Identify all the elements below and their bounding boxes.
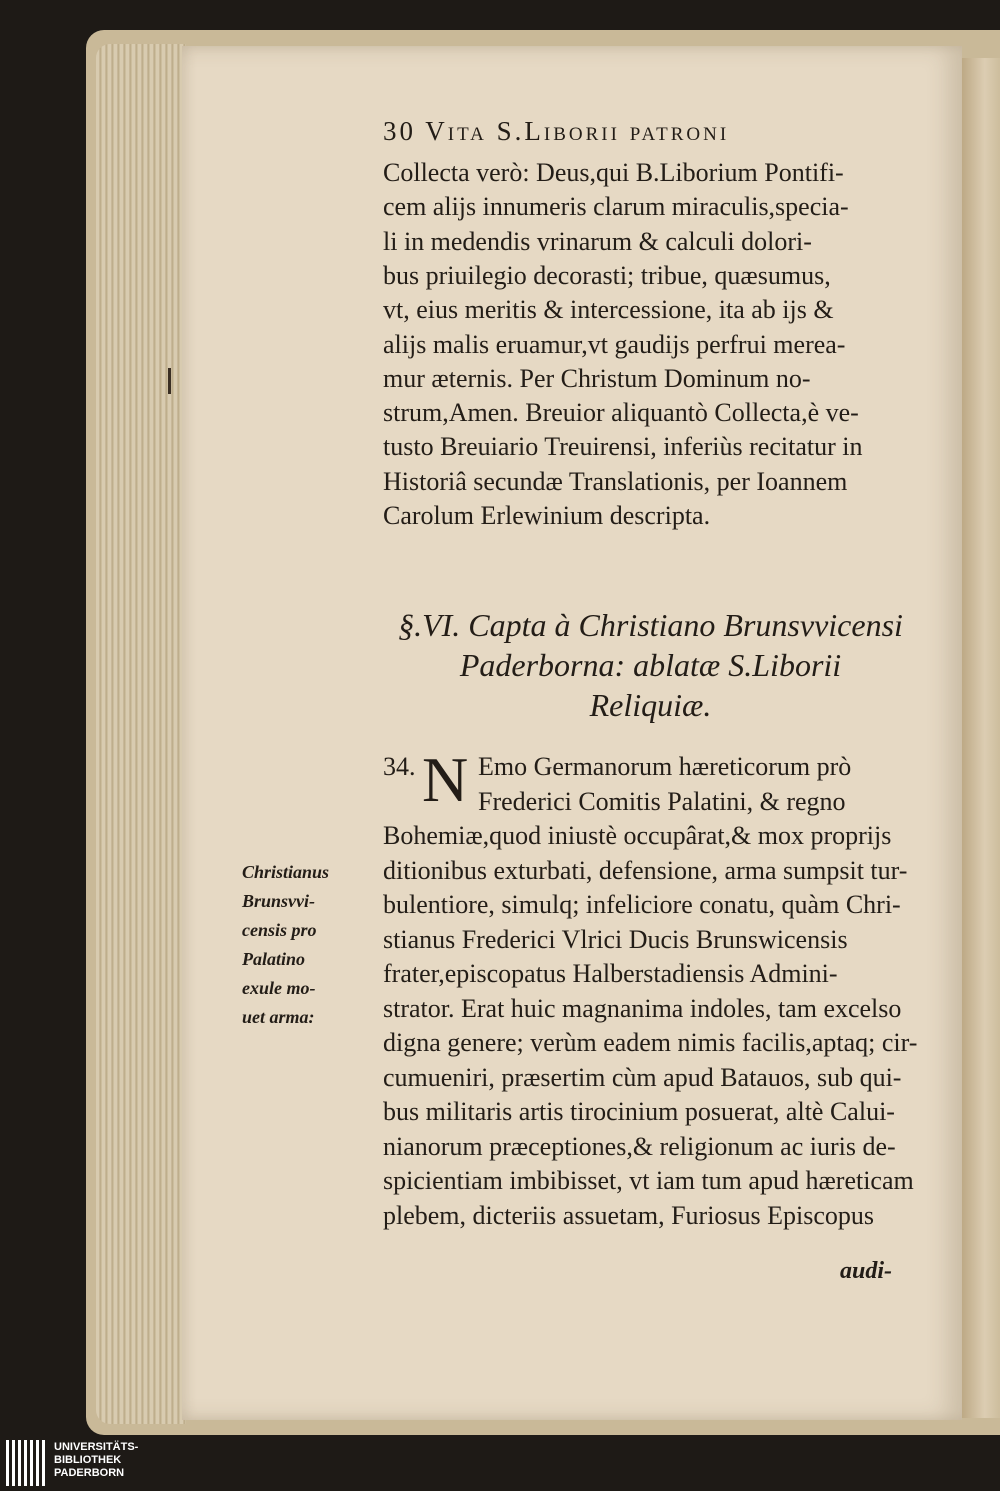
body-line: tusto Breuiario Treuirensi, inferiùs recitatur in — [383, 432, 863, 462]
para-line: strator. Erat huic magnanima indoles, tam excelso — [383, 993, 902, 1023]
para-line: bus militaris artis tirocinium posuerat, altè Calui- — [383, 1097, 895, 1126]
gloss-line: exule mo- — [242, 978, 316, 998]
body-line: Historiâ secundæ Translationis, per Ioannem — [383, 466, 848, 496]
body-line: Collecta verò: Deus,qui B.Liborium Pontifi- — [383, 158, 844, 187]
para-line: Emo Germanorum hæreticorum prò — [478, 752, 852, 781]
section-title-line: Paderborna: ablatæ S.Liborii — [459, 647, 842, 683]
gloss-line: uet arma: — [242, 1007, 315, 1027]
body-line: mur æternis. Per Christum Dominum no- — [383, 363, 811, 393]
para-line: frater,episcopatus Halberstadiensis Admini- — [383, 959, 838, 988]
para-line: Bohemiæ,quod iniustè occupârat,& mox proprijs — [383, 821, 892, 850]
margin-mark — [168, 368, 171, 394]
para-line: bulentiore, simulq; infeliciore conatu, quàm Chri- — [383, 890, 901, 919]
gloss-line: Brunsvvi- — [242, 891, 316, 911]
body-line: bus priuilegio decorasti; tribue, quæsumus, — [383, 260, 831, 290]
body-line: li in medendis vrinarum & calculi dolori- — [383, 226, 812, 256]
gloss-line: Christianus — [242, 862, 330, 882]
body-line: vt, eius meritis & intercessione, ita ab ijs & — [383, 295, 834, 325]
body-line: strum,Amen. Breuior aliquantò Collecta,è ve- — [383, 398, 859, 428]
para-line: stianus Frederici Vlrici Ducis Brunswicensis — [383, 924, 848, 954]
facing-page-edge — [962, 58, 1000, 1418]
gloss-line: Palatino — [242, 949, 306, 969]
para-line: ditionibus exturbati, defensione, arma sumpsit tur- — [383, 855, 908, 885]
gloss-line: censis pro — [242, 920, 317, 940]
body-line: alijs malis eruamur,vt gaudijs perfrui merea- — [383, 329, 846, 359]
library-logo-text: UNIVERSITÄTS- BIBLIOTHEK PADERBORN — [54, 1441, 139, 1479]
para-line: Frederici Comitis Palatini, & regno — [478, 786, 846, 816]
catchword: audi- — [840, 1258, 893, 1284]
running-header: 30 Vita S.Liborii patroni — [383, 116, 730, 146]
para-line: digna genere; verùm eadem nimis facilis,aptaq; cir- — [383, 1028, 918, 1057]
body-line: cem alijs innumeris clarum miraculis,specia- — [383, 192, 849, 222]
para-line: spicientiam imbibisset, vt iam tum apud hæreticam — [383, 1166, 914, 1195]
footer-bar — [0, 1435, 1000, 1491]
para-line: nianorum præceptiones,& religionum ac iuris de- — [383, 1131, 896, 1161]
page-edges — [96, 44, 186, 1424]
drop-cap: N — [422, 744, 469, 815]
body-line: Carolum Erlewinium descripta. — [383, 501, 711, 530]
para-line: plebem, dicteriis assuetam, Furiosus Episcopus — [383, 1200, 875, 1230]
para-line: cumueniri, præsertim cùm apud Batauos, sub qui- — [383, 1062, 902, 1092]
section-title-line: §.VI. Capta à Christiano Brunsvvicensi — [398, 607, 903, 643]
paragraph-number: 34. — [383, 752, 416, 781]
section-title-line: Reliquiæ. — [589, 687, 712, 723]
library-logo-icon — [6, 1440, 48, 1486]
